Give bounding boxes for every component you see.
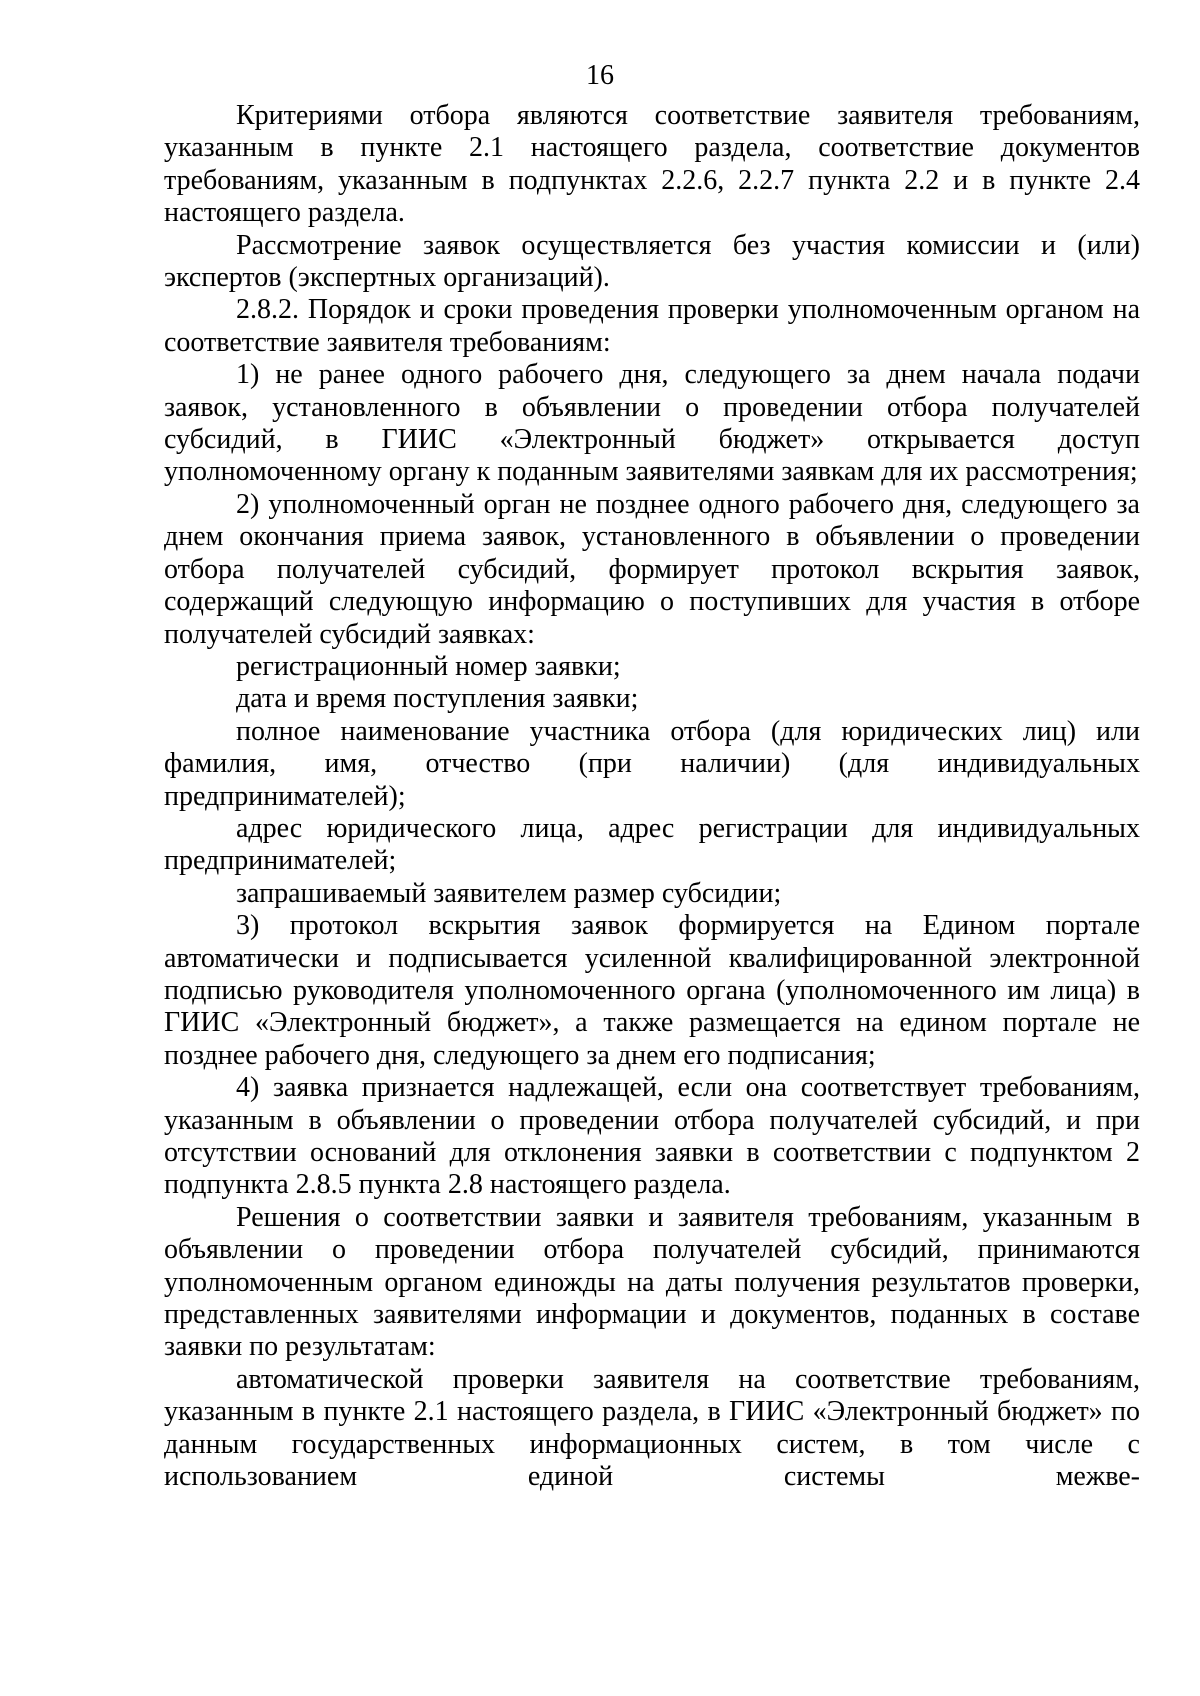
paragraph-item-4: 4) заявка признается надлежащей, если она соответствует требованиям, указанным в объявлении о проведении отбора получателей субсидий, и при отсутствии оснований для отклонения заявки в соответствии с подпунктом 2 подпункта 2.8.5 пункта 2.8 настоящего раздела. (164, 1072, 1140, 1201)
list-item-date-time: дата и время поступления заявки; (236, 683, 639, 715)
document-body (164, 100, 1140, 1493)
list-item-address: адрес юридического лица, адрес регистрации для индивидуальных предпринимателей; (164, 812, 1140, 877)
list-item-requested-amount: запрашиваемый заявителем размер субсидии; (236, 877, 782, 909)
list-item-registration-number: регистрационный номер заявки; (236, 650, 621, 682)
paragraph-review-without-commission: Рассмотрение заявок осуществляется без участия комиссии и (или) экспертов (экспертных организаций). (164, 229, 1140, 294)
paragraph-item-3: 3) протокол вскрытия заявок формируется на Едином портале автоматически и подписывается усиленной квалифицированной электронной подписью руководителя уполномоченного органа (уполномоченного им лица) в ГИИС «Электронный бюджет», а также размещается на едином портале не позднее рабочего дня, следующего за днем его подписания; (164, 910, 1140, 1071)
page-number: 16 (586, 60, 614, 91)
list-item-full-name: полное наименование участника отбора (для юридических лиц) или фамилия, имя, отчество (при наличии) (для индивидуальных предпринимателей); (164, 715, 1140, 812)
paragraph-item-2: 2) уполномоченный орган не позднее одного рабочего дня, следующего за днем окончания приема заявок, установленного в объявлении о проведении отбора получателей субсидий, формирует протокол вскрытия заявок, содержащий следующую информацию о поступивших для участия в отборе получателей субсидий заявках: (164, 488, 1140, 650)
paragraph-section-2-8-2: 2.8.2. Порядок и сроки проведения проверки уполномоченным органом на соответствие заявителя требованиям: (164, 294, 1140, 358)
paragraph-item-1: 1) не ранее одного рабочего дня, следующего за днем начала подачи заявок, установленного в объявлении о проведении отбора получателей субсидий, в ГИИС «Электронный бюджет» открывается доступ уполномоченному органу к поданным заявителями заявкам для их рассмотрения; (164, 359, 1140, 488)
paragraph-automatic-check: автоматической проверки заявителя на соответствие требованиям, указанным в пункте 2.1 настоящего раздела, в ГИИС «Электронный бюджет» по данным государственных информационных систем, в том числе с использованием единой системы межве- (164, 1363, 1140, 1493)
paragraph-selection-criteria: Критериями отбора являются соответствие заявителя требованиям, указанным в пункте 2.1 настоящего раздела, соответствие документов требованиям, указанным в подпунктах 2.2.6, 2.2.7 пункта 2.2 и в пункте 2.4 настоящего раздела. (164, 100, 1140, 229)
paragraph-decisions: Решения о соответствии заявки и заявителя требованиям, указанным в объявлении о проведении отбора получателей субсидий, принимаются уполномоченным органом единожды на даты получения результатов проверки, представленных заявителями информации и документов, поданных в составе заявки по результатам: (164, 1201, 1140, 1363)
